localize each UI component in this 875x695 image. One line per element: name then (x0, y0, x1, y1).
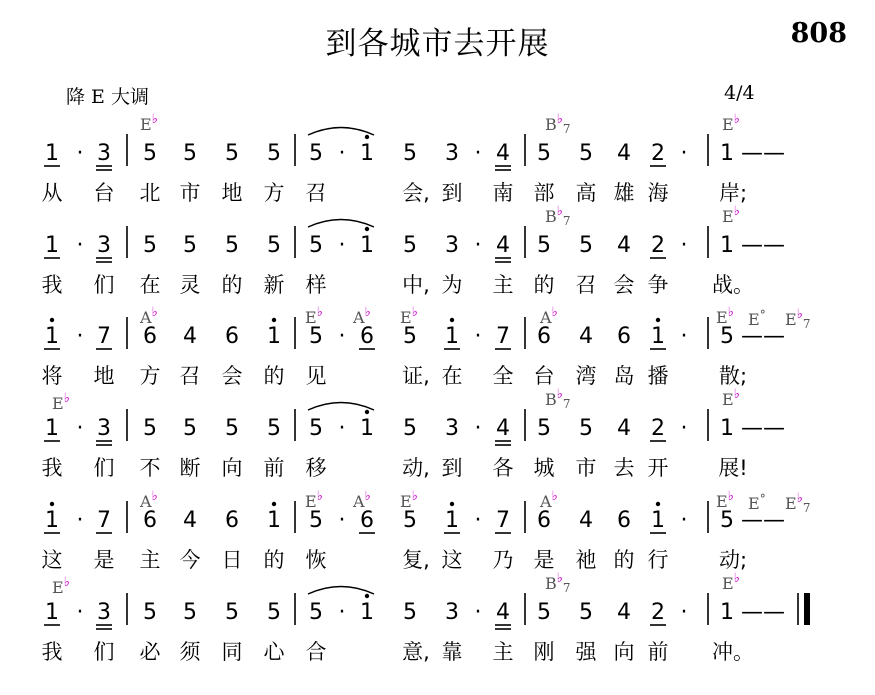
lyric-syllable: 须 (179, 640, 201, 664)
lyric-syllable: 前 (263, 456, 285, 480)
lyric-syllable: 新 (263, 273, 285, 297)
note: 4 (617, 233, 631, 258)
lyric-syllable: 方 (263, 181, 285, 205)
note: 6 (360, 508, 374, 533)
octave-dot (656, 502, 660, 506)
chord-symbol: E° (748, 308, 766, 329)
octave-dot (272, 502, 276, 506)
lyric-syllable: 争 (647, 273, 669, 297)
note-dash: —— (741, 508, 785, 533)
lyric-syllable: 地 (93, 364, 115, 388)
lyric-syllable: 们 (93, 640, 115, 664)
slur (308, 220, 374, 228)
lyric-syllable: 会, (402, 181, 430, 205)
lyric-syllable: 心 (263, 640, 285, 664)
chord-symbol: E♭ (716, 305, 734, 327)
lyric-syllable: 市 (179, 181, 201, 205)
note: 2 (651, 416, 665, 441)
note: 5 (267, 141, 281, 166)
note: 5 (143, 600, 157, 625)
lyric-syllable: 前 (647, 640, 669, 664)
note: 5 (403, 600, 417, 625)
chord-symbol: E♭ (400, 489, 418, 511)
note: 5 (403, 324, 417, 349)
lyric-syllable: 是 (533, 548, 555, 572)
note: 1 (45, 416, 59, 441)
lyric-syllable: 展! (718, 456, 748, 480)
note: 5 (183, 233, 197, 258)
note: 2 (651, 233, 665, 258)
lyric-syllable: 行 (647, 548, 669, 572)
lyric-syllable: 在 (441, 364, 463, 388)
note: 4 (579, 508, 593, 533)
dotted-rhythm: · (338, 508, 346, 533)
lyric-syllable: 台 (93, 181, 115, 205)
dotted-rhythm: · (76, 141, 84, 166)
chord-symbol: $E^♭_7$ (785, 491, 811, 515)
note-dash: —— (741, 233, 785, 258)
note: 4 (617, 600, 631, 625)
note: 6 (537, 324, 551, 349)
slur (308, 587, 374, 595)
lyric-syllable: 全 (492, 364, 514, 388)
lyric-syllable: 的 (263, 364, 285, 388)
note: 5 (720, 324, 734, 349)
chord-symbol: E♭ (400, 305, 418, 327)
note: 5 (143, 416, 157, 441)
lyric-syllable: 断 (179, 456, 201, 480)
dotted-rhythm: · (474, 508, 482, 533)
note-high-one: 1 (651, 324, 665, 349)
note: 5 (537, 233, 551, 258)
lyric-syllable: 播 (647, 364, 669, 388)
dotted-rhythm: · (76, 233, 84, 258)
lyric-syllable: 恢 (305, 548, 327, 572)
note: 5 (225, 233, 239, 258)
hymn-number: 808 (790, 18, 847, 49)
note: 4 (617, 141, 631, 166)
lyric-syllable: 的 (221, 273, 243, 297)
note: 6 (537, 508, 551, 533)
note-high-one: 1 (651, 508, 665, 533)
chord-symbol: A♭ (540, 305, 558, 327)
lyric-syllable: 的 (263, 548, 285, 572)
note: 5 (403, 508, 417, 533)
note: 3 (97, 416, 111, 441)
lyric-syllable: 的 (533, 273, 555, 297)
dotted-rhythm: · (474, 324, 482, 349)
note: 5 (579, 141, 593, 166)
lyric-syllable: 岸; (718, 181, 748, 205)
lyric-syllable: 为 (441, 273, 463, 297)
note-high-one: 1 (360, 233, 374, 258)
note: 6 (143, 324, 157, 349)
note-high-one: 1 (267, 324, 281, 349)
note: 6 (143, 508, 157, 533)
note: 5 (720, 508, 734, 533)
dotted-rhythm: · (338, 233, 346, 258)
dotted-rhythm: · (680, 324, 688, 349)
dotted-rhythm: · (680, 416, 688, 441)
note: 4 (496, 416, 510, 441)
dotted-rhythm: · (76, 324, 84, 349)
lyric-syllable: 战。 (712, 273, 754, 297)
note: 5 (309, 141, 323, 166)
lyric-syllable: 海 (647, 181, 669, 205)
dotted-rhythm: · (338, 600, 346, 625)
note: 5 (403, 416, 417, 441)
lyric-syllable: 我 (41, 456, 63, 480)
lyric-syllable: 湾 (575, 364, 597, 388)
note: 5 (579, 233, 593, 258)
lyric-syllable: 我 (41, 640, 63, 664)
lyric-syllable: 同 (221, 640, 243, 664)
lyric-syllable: 主 (492, 273, 514, 297)
note: 5 (225, 141, 239, 166)
note: 5 (225, 600, 239, 625)
lyric-syllable: 的 (613, 548, 635, 572)
chord-symbol: A♭ (353, 489, 371, 511)
lyric-syllable: 到 (441, 456, 463, 480)
lyric-syllable: 在 (139, 273, 161, 297)
chord-symbol: $E^♭_7$ (785, 307, 811, 331)
lyric-syllable: 召 (575, 273, 597, 297)
note: 3 (445, 233, 459, 258)
note-high-one: 1 (267, 508, 281, 533)
dotted-rhythm: · (474, 233, 482, 258)
lyric-syllable: 岛 (613, 364, 635, 388)
note: 5 (309, 324, 323, 349)
note: 4 (496, 233, 510, 258)
slur (308, 403, 374, 411)
note-high-one: 1 (445, 324, 459, 349)
lyric-syllable: 会 (221, 364, 243, 388)
lyric-syllable: 见 (305, 364, 327, 388)
slur (308, 128, 374, 136)
lyric-syllable: 去 (613, 456, 635, 480)
note: 5 (537, 141, 551, 166)
note: 5 (267, 233, 281, 258)
lyric-syllable: 灵 (179, 273, 201, 297)
lyric-syllable: 动; (718, 548, 748, 572)
note: 5 (309, 508, 323, 533)
note: 5 (403, 233, 417, 258)
lyric-syllable: 各 (492, 456, 514, 480)
note-dash: —— (741, 416, 785, 441)
dotted-rhythm: · (76, 600, 84, 625)
lyric-syllable: 会 (613, 273, 635, 297)
chord-symbol: $B^♭_7$ (545, 571, 571, 595)
dotted-rhythm: · (474, 600, 482, 625)
note: 1 (45, 141, 59, 166)
chord-symbol: E♭ (722, 112, 740, 134)
lyric-syllable: 北 (139, 181, 161, 205)
octave-dot (450, 318, 454, 322)
note: 5 (143, 141, 157, 166)
lyric-syllable: 散; (718, 364, 748, 388)
note: 3 (445, 141, 459, 166)
lyric-syllable: 们 (93, 456, 115, 480)
lyric-syllable: 到 (441, 181, 463, 205)
lyric-syllable: 们 (93, 273, 115, 297)
note: 1 (720, 416, 734, 441)
note: 5 (143, 233, 157, 258)
note-high-one: 1 (360, 141, 374, 166)
note: 5 (267, 600, 281, 625)
lyric-syllable: 不 (139, 456, 161, 480)
chord-symbol: A♭ (140, 489, 158, 511)
note: 5 (183, 416, 197, 441)
lyric-syllable: 刚 (533, 640, 555, 664)
note: 7 (496, 324, 510, 349)
note: 1 (720, 600, 734, 625)
chord-symbol: E♭ (722, 571, 740, 593)
octave-dot (656, 318, 660, 322)
chord-symbol: E♭ (140, 112, 158, 134)
note: 3 (97, 600, 111, 625)
lyric-syllable: 日 (221, 548, 243, 572)
note: 6 (225, 324, 239, 349)
chord-symbol: E♭ (716, 489, 734, 511)
lyric-syllable: 雄 (613, 181, 635, 205)
octave-dot (50, 318, 54, 322)
chord-symbol: E♭ (305, 489, 323, 511)
final-barline-thick (804, 593, 810, 625)
chord-symbol: $B^♭_7$ (545, 112, 571, 136)
dotted-rhythm: · (338, 141, 346, 166)
lyric-syllable: 中, (402, 273, 430, 297)
lyric-syllable: 是 (93, 548, 115, 572)
lyric-syllable: 这 (441, 548, 463, 572)
note: 5 (579, 600, 593, 625)
note: 4 (617, 416, 631, 441)
lyric-syllable: 台 (533, 364, 555, 388)
lyric-syllable: 必 (139, 640, 161, 664)
note: 6 (617, 508, 631, 533)
note: 6 (360, 324, 374, 349)
note: 5 (403, 141, 417, 166)
chord-symbol: E♭ (722, 204, 740, 226)
note-high-one: 1 (360, 416, 374, 441)
note: 5 (309, 233, 323, 258)
note: 4 (183, 324, 197, 349)
lyric-syllable: 样 (305, 273, 327, 297)
dotted-rhythm: · (338, 416, 346, 441)
chord-symbol: $B^♭_7$ (545, 204, 571, 228)
dotted-rhythm: · (680, 233, 688, 258)
lyric-syllable: 强 (575, 640, 597, 664)
note: 3 (97, 233, 111, 258)
lyric-syllable: 市 (575, 456, 597, 480)
note: 2 (651, 600, 665, 625)
note-high-one: 1 (360, 600, 374, 625)
lyric-syllable: 召 (305, 181, 327, 205)
note-high-one: 1 (45, 324, 59, 349)
lyric-syllable: 将 (41, 364, 63, 388)
lyric-syllable: 这 (41, 548, 63, 572)
lyric-syllable: 从 (41, 181, 63, 205)
octave-dot (272, 318, 276, 322)
lyric-syllable: 动, (402, 456, 430, 480)
note: 5 (309, 600, 323, 625)
note: 5 (537, 416, 551, 441)
note-dash: —— (741, 141, 785, 166)
octave-dot (450, 502, 454, 506)
lyric-syllable: 证, (402, 364, 430, 388)
dotted-rhythm: · (76, 508, 84, 533)
time-signature: 4/4 (724, 82, 755, 104)
note: 7 (97, 508, 111, 533)
lyric-syllable: 今 (179, 548, 201, 572)
note: 5 (183, 141, 197, 166)
note: 4 (496, 600, 510, 625)
lyric-syllable: 移 (305, 456, 327, 480)
dotted-rhythm: · (680, 508, 688, 533)
chord-symbol: A♭ (540, 489, 558, 511)
note: 1 (720, 141, 734, 166)
note: 4 (496, 141, 510, 166)
chord-symbol: E♭ (52, 391, 70, 413)
note: 5 (225, 416, 239, 441)
note-high-one: 1 (445, 508, 459, 533)
chord-symbol: E♭ (305, 305, 323, 327)
note: 5 (537, 600, 551, 625)
note: 1 (720, 233, 734, 258)
lyric-syllable: 南 (492, 181, 514, 205)
note-dash: —— (741, 324, 785, 349)
lyric-syllable: 乃 (492, 548, 514, 572)
octave-dot (50, 502, 54, 506)
note: 5 (309, 416, 323, 441)
lyric-syllable: 向 (221, 456, 243, 480)
hymn-title: 到各城市去开展 (325, 26, 550, 62)
chord-symbol: A♭ (353, 305, 371, 327)
lyric-syllable: 召 (179, 364, 201, 388)
note: 5 (183, 600, 197, 625)
note: 7 (97, 324, 111, 349)
lyric-syllable: 方 (139, 364, 161, 388)
lyric-syllable: 冲。 (712, 640, 754, 664)
note: 4 (579, 324, 593, 349)
octave-dot (365, 410, 369, 414)
chord-symbol: $B^♭_7$ (545, 387, 571, 411)
lyric-syllable: 地 (221, 181, 243, 205)
key-signature: 降 E 大调 (66, 86, 149, 108)
note: 1 (45, 600, 59, 625)
note: 6 (617, 324, 631, 349)
lyric-syllable: 部 (533, 181, 555, 205)
octave-dot (365, 227, 369, 231)
note: 5 (267, 416, 281, 441)
lyric-syllable: 向 (613, 640, 635, 664)
lyric-syllable: 高 (575, 181, 597, 205)
dotted-rhythm: · (680, 600, 688, 625)
lyric-syllable: 主 (492, 640, 514, 664)
chord-symbol: E♭ (52, 575, 70, 597)
octave-dot (365, 135, 369, 139)
lyric-syllable: 城 (533, 456, 555, 480)
note-high-one: 1 (45, 508, 59, 533)
dotted-rhythm: · (338, 324, 346, 349)
note: 2 (651, 141, 665, 166)
dotted-rhythm: · (76, 416, 84, 441)
dotted-rhythm: · (680, 141, 688, 166)
note: 3 (445, 416, 459, 441)
note: 5 (579, 416, 593, 441)
note: 3 (97, 141, 111, 166)
lyric-syllable: 我 (41, 273, 63, 297)
lyric-syllable: 祂 (575, 548, 597, 572)
note-dash: —— (741, 600, 785, 625)
note: 1 (45, 233, 59, 258)
dotted-rhythm: · (474, 416, 482, 441)
chord-symbol: E♭ (722, 387, 740, 409)
note: 6 (225, 508, 239, 533)
lyric-syllable: 开 (647, 456, 669, 480)
lyric-syllable: 靠 (441, 640, 463, 664)
dotted-rhythm: · (474, 141, 482, 166)
lyric-syllable: 复, (402, 548, 430, 572)
note: 3 (445, 600, 459, 625)
note: 7 (496, 508, 510, 533)
chord-symbol: A♭ (140, 305, 158, 327)
lyric-syllable: 合 (305, 640, 327, 664)
lyric-syllable: 意, (402, 640, 430, 664)
note: 4 (183, 508, 197, 533)
octave-dot (365, 594, 369, 598)
chord-symbol: E° (748, 492, 766, 513)
lyric-syllable: 主 (139, 548, 161, 572)
